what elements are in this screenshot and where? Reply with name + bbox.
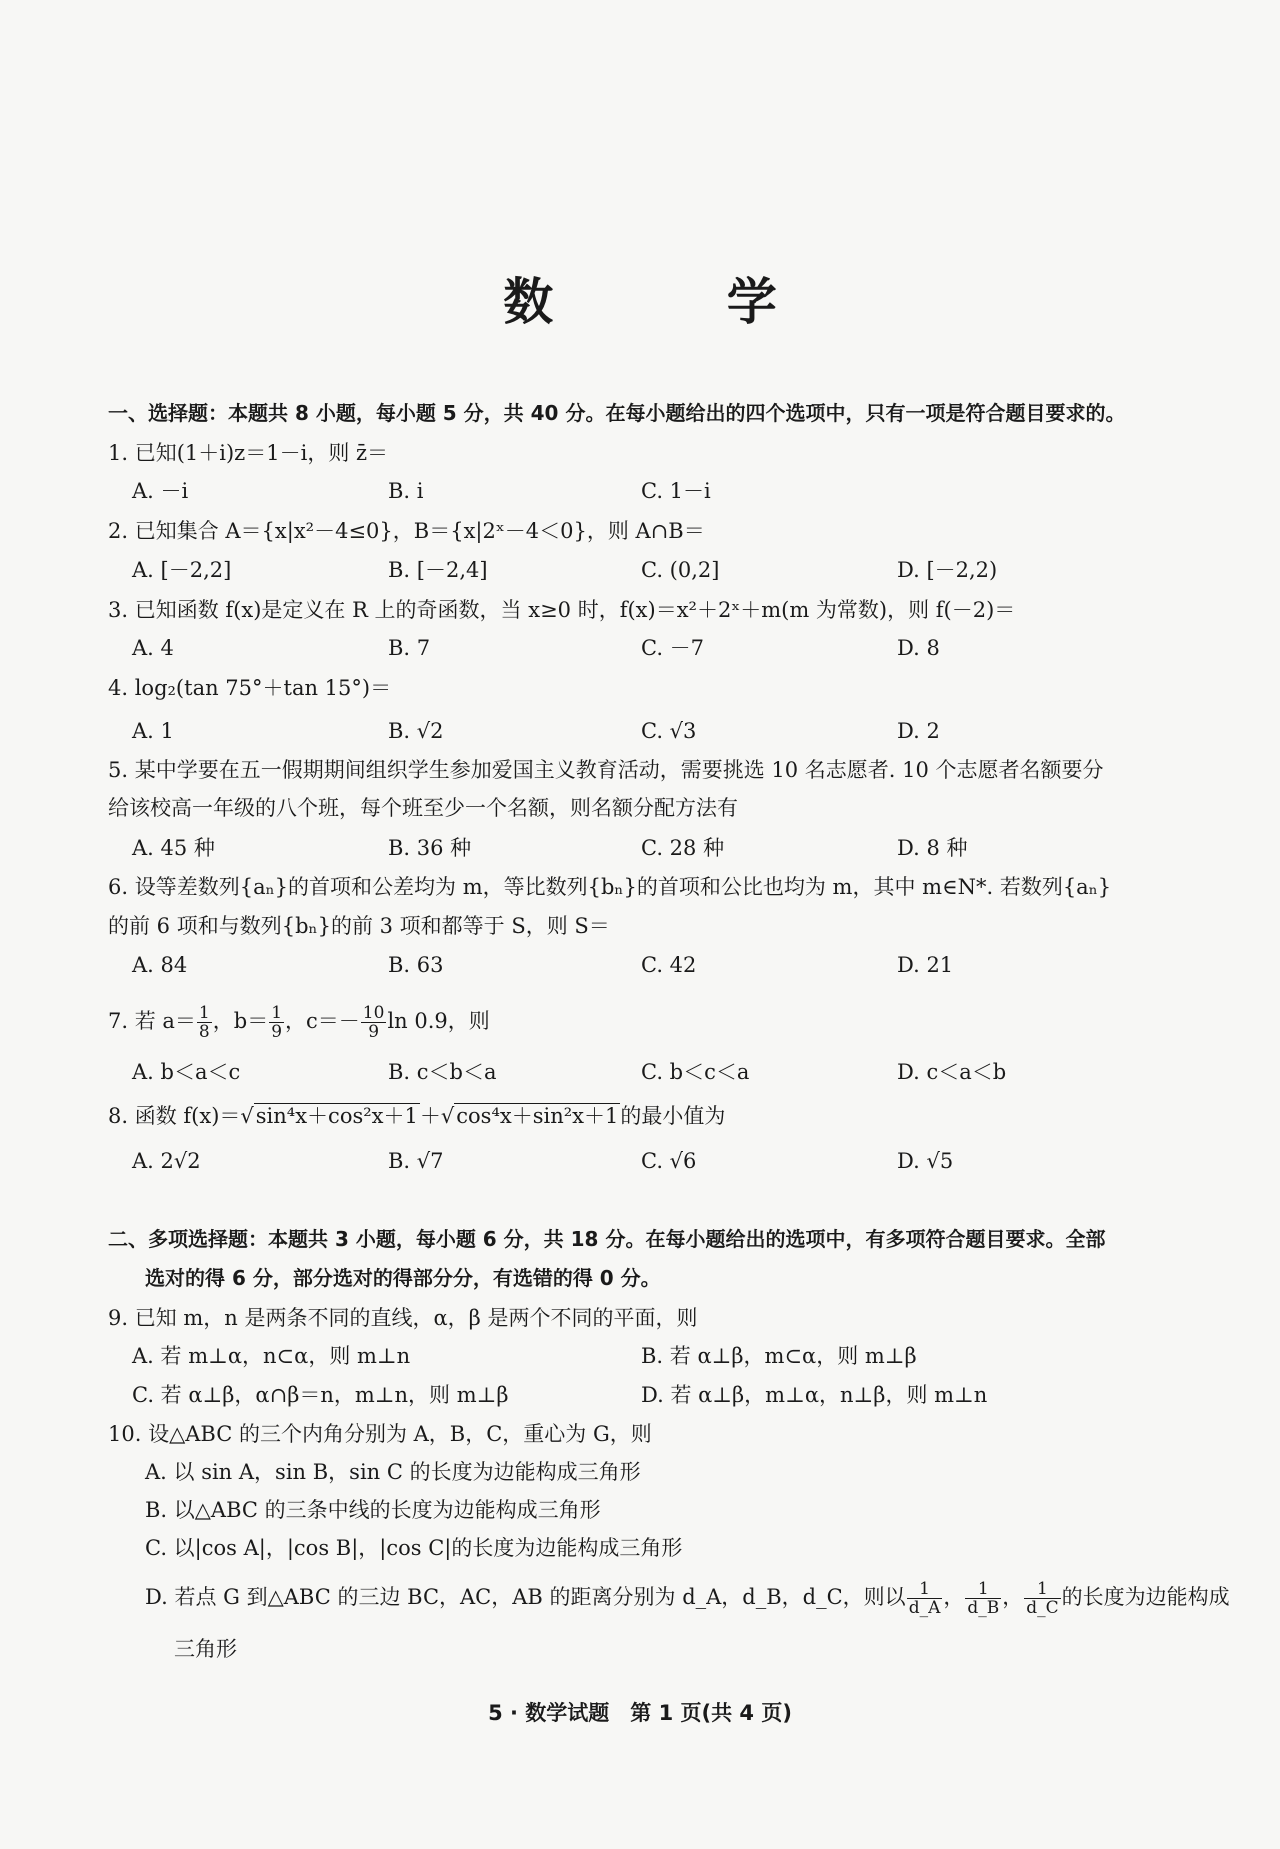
q10-option-d [145,1573,1230,1621]
q10-option-b: B. 以△ABC 的三条中线的长度为边能构成三角形 [145,1498,601,1522]
q7-option-b: B. c＜b＜a [388,1060,497,1084]
fraction-denominator: 9 [271,1022,283,1042]
q5-option-c: C. 28 种 [641,836,725,860]
section2-header-line2: 选对的得 6 分，部分选对的得部分分，有选错的得 0 分。 [145,1266,661,1290]
q7-stem [108,998,490,1044]
q5-option-b: B. 36 种 [388,836,472,860]
q9-option-c: C. 若 α⊥β，α∩β＝n，m⊥n，则 m⊥β [132,1383,509,1407]
q3-stem: 3. 已知函数 f(x)是定义在 R 上的奇函数，当 x≥0 时，f(x)＝x²＋2ˣ＋m(m 为常数)，则 f(－2)＝ [108,598,1016,622]
q6-option-a: A. 84 [132,953,188,977]
q2-option-d: D. [－2,2) [897,558,998,582]
q5-option-d: D. 8 种 [897,836,968,860]
fraction-numerator: 1 [198,1003,210,1023]
q10-stem: 10. 设△ABC 的三个内角分别为 A，B，C，重心为 G，则 [108,1422,652,1446]
q10-fraction-b [965,1580,1001,1617]
radicand: cos⁴x＋sin²x＋1 [456,1104,619,1128]
q8-option-c: C. √6 [641,1149,697,1173]
q10-fraction-a [907,1580,943,1617]
q10-option-a: A. 以 sin A，sin B，sin C 的长度为边能构成三角形 [145,1460,641,1484]
q1-stem: 1. 已知(1＋i)z＝1－i，则 z̄＝ [108,441,389,465]
q2-option-a: A. [－2,2] [132,558,232,582]
q3-option-c: C. －7 [641,636,705,660]
q7-fraction-a [197,1004,212,1041]
q9-option-b: B. 若 α⊥β，m⊂α，则 m⊥β [641,1344,917,1368]
q10-option-c: C. 以|cos A|，|cos B|，|cos C|的长度为边能构成三角形 [145,1536,683,1560]
q6-stem-line2: 的前 6 项和与数列{bₙ}的前 3 项和都等于 S，则 S＝ [108,914,610,938]
fraction-numerator: 10 [362,1003,385,1023]
q10-option-d-line2: 三角形 [174,1637,237,1661]
q10-option-d-text-a: D. 若点 G 到△ABC 的三边 BC，AC，AB 的距离分别为 d_A，d_B，d_C，则以 [145,1585,906,1609]
q3-option-d: D. 8 [897,636,940,660]
q4-stem: 4. log₂(tan 75°＋tan 15°)＝ [108,676,392,700]
q7-text-a: 7. 若 a＝ [108,1009,196,1033]
q8-text-b: ＋√ [419,1104,455,1128]
q3-option-a: A. 4 [132,636,174,660]
q7-option-d: D. c＜a＜b [897,1060,1007,1084]
q5-stem: 5. 某中学要在五一假期期间组织学生参加爱国主义教育活动，需要挑选 10 名志愿者. 10 个志愿者名额要分 [108,758,1104,782]
q1-option-a: A. －i [132,479,189,503]
q3-option-b: B. 7 [388,636,431,660]
q8-text-a: 8. 函数 f(x)＝√ [108,1104,254,1128]
q1-option-b: B. i [388,479,424,503]
fraction-numerator: 1 [965,1580,1001,1599]
q5-option-a: A. 45 种 [132,836,215,860]
q10-option-d-text-b: 的长度为边能构成 [1061,1585,1230,1609]
q4-option-a: A. 1 [132,719,174,743]
q4-option-b: B. √2 [388,719,444,743]
fraction-denominator: d_C [1026,1598,1059,1618]
fraction-denominator: d_B [967,1598,1000,1618]
q10-fraction-c [1024,1580,1060,1617]
fraction-numerator: 1 [1024,1580,1060,1599]
q5-stem-line2: 给该校高一年级的八个班，每个班至少一个名额，则名额分配方法有 [108,796,738,820]
q7-text-b: ，b＝ [212,1009,269,1033]
q4-option-c: C. √3 [641,719,697,743]
q2-option-b: B. [－2,4] [388,558,488,582]
radicand: sin⁴x＋cos²x＋1 [255,1104,418,1128]
q8-option-a: A. 2√2 [132,1149,201,1173]
q6-option-c: C. 42 [641,953,697,977]
q7-fraction-b [269,1004,284,1041]
q8-option-b: B. √7 [388,1149,444,1173]
q1-option-c: C. 1－i [641,479,711,503]
q2-option-c: C. (0,2] [641,558,720,582]
q10-separator: ， [943,1585,965,1609]
q8-radical-1 [254,1100,420,1132]
q6-option-d: D. 21 [897,953,954,977]
q8-option-d: D. √5 [897,1149,954,1173]
q8-radical-2 [454,1100,620,1132]
page-footer: 5 · 数学试题 第 1 页(共 4 页) [488,1701,792,1725]
q10-separator: ， [1002,1585,1024,1609]
fraction-denominator: d_A [908,1598,941,1618]
q8-stem [108,1100,725,1132]
q9-stem: 9. 已知 m，n 是两条不同的直线，α，β 是两个不同的平面，则 [108,1306,698,1330]
q7-option-c: C. b＜c＜a [641,1060,750,1084]
page-title: 数 学 [503,273,855,331]
q9-option-d: D. 若 α⊥β，m⊥α，n⊥β，则 m⊥n [641,1383,988,1407]
fraction-numerator: 1 [271,1003,283,1023]
q8-text-c: 的最小值为 [620,1104,726,1128]
q7-text-d: ln 0.9，则 [387,1009,490,1033]
q9-option-a: A. 若 m⊥α，n⊂α，则 m⊥n [132,1344,411,1368]
q2-stem: 2. 已知集合 A＝{x|x²－4≤0}，B＝{x|2ˣ－4＜0}，则 A∩B＝ [108,519,705,543]
fraction-denominator: 9 [368,1022,380,1042]
section1-header: 一、选择题：本题共 8 小题，每小题 5 分，共 40 分。在每小题给出的四个选项中，只有一项是符合题目要求的。 [108,401,1126,425]
fraction-numerator: 1 [907,1580,943,1599]
q6-stem: 6. 设等差数列{aₙ}的首项和公差均为 m，等比数列{bₙ}的首项和公比也均为 m，其中 m∈N*. 若数列{aₙ} [108,875,1112,899]
q7-option-a: A. b＜a＜c [132,1060,241,1084]
section2-header: 二、多项选择题：本题共 3 小题，每小题 6 分，共 18 分。在每小题给出的选项中，有多项符合题目要求。全部 [108,1227,1106,1251]
fraction-denominator: 8 [198,1022,210,1042]
q7-fraction-c [361,1004,387,1041]
q4-option-d: D. 2 [897,719,940,743]
q7-text-c: ，c＝－ [285,1009,360,1033]
q6-option-b: B. 63 [388,953,444,977]
